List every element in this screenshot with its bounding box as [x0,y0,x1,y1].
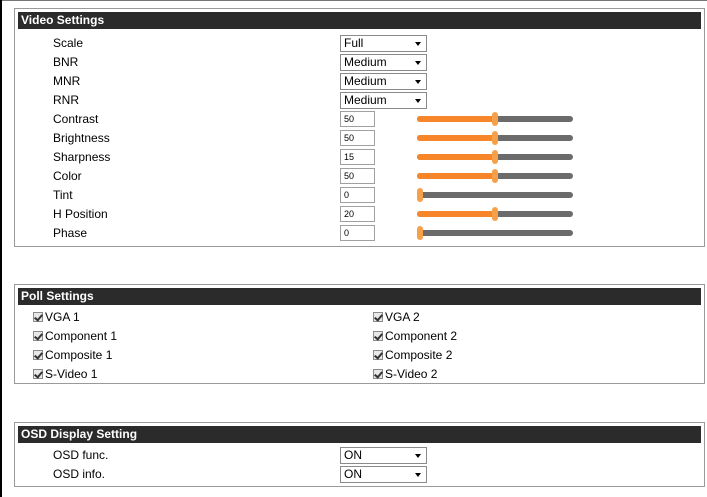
h-position-row [15,205,704,224]
svideo2-checkbox[interactable] [373,369,383,379]
phase-row [15,224,704,243]
component2-label: Component 2 [385,329,458,343]
rnr-select-value: Medium [344,93,387,107]
osd-settings-panel [14,422,705,487]
sharpness-slider-fill [417,154,495,160]
osd-func-select-value: ON [344,448,362,462]
vga1-checkbox[interactable] [33,312,43,322]
brightness-label: Brightness [53,131,110,145]
color-slider-handle[interactable] [492,169,498,183]
chevron-down-icon [415,454,421,458]
contrast-label: Contrast [53,112,99,126]
poll-row [15,347,704,366]
mnr-select[interactable] [340,73,427,90]
bnr-select[interactable] [340,54,427,71]
phase-slider-handle[interactable] [417,226,423,240]
sharpness-slider[interactable] [417,154,573,160]
mnr-row [15,72,704,91]
brightness-slider-fill [417,135,495,141]
rnr-row [15,91,704,110]
chevron-down-icon [415,42,421,46]
osd-settings-header: OSD Display Setting [18,426,701,443]
chevron-down-icon [415,99,421,103]
vga2-label: VGA 2 [385,310,420,324]
brightness-slider-handle[interactable] [492,131,498,145]
phase-input[interactable]: 0 [340,225,375,241]
color-slider[interactable] [417,173,573,179]
osd-info-select-value: ON [344,467,362,481]
svideo1-label: S-Video 1 [45,367,98,381]
svideo2-label: S-Video 2 [385,367,438,381]
component2-checkbox[interactable] [373,331,383,341]
brightness-row [15,129,704,148]
sharpness-row [15,148,704,167]
video-settings-panel [14,8,705,247]
phase-label: Phase [53,226,88,240]
sharpness-slider-handle[interactable] [492,150,498,164]
osd-func-row [15,446,704,465]
color-slider-fill [417,173,495,179]
svideo1-checkbox[interactable] [33,369,43,379]
poll-settings-panel [14,284,705,384]
video-settings-header: Video Settings [18,12,701,29]
tint-slider[interactable] [417,192,573,198]
bnr-select-value: Medium [344,55,387,69]
vga1-label: VGA 1 [45,310,80,324]
chevron-down-icon [415,80,421,84]
poll-row [15,309,704,328]
contrast-row [15,110,704,129]
bnr-label: BNR [53,55,79,69]
composite2-label: Composite 2 [385,348,453,362]
scale-select-value: Full [344,36,364,50]
rnr-label: RNR [53,93,79,107]
window-left-border [0,0,2,497]
h-position-slider[interactable] [417,211,573,217]
mnr-label: MNR [53,74,81,88]
poll-row [15,366,704,385]
osd-func-label: OSD func. [53,448,109,462]
tint-label: Tint [53,188,73,202]
poll-row [15,328,704,347]
scale-row [15,34,704,53]
contrast-input[interactable]: 50 [340,111,375,127]
mnr-select-value: Medium [344,74,387,88]
h-position-slider-fill [417,211,495,217]
contrast-slider-handle[interactable] [492,112,498,126]
brightness-input[interactable]: 50 [340,130,375,146]
composite1-checkbox[interactable] [33,350,43,360]
phase-slider[interactable] [417,230,573,236]
bnr-row [15,53,704,72]
chevron-down-icon [415,473,421,477]
scale-select[interactable] [340,35,427,52]
sharpness-input[interactable]: 15 [340,149,375,165]
contrast-slider-fill [417,116,495,122]
window-top-border [0,0,707,1]
osd-func-select[interactable] [340,447,427,464]
composite1-label: Composite 1 [45,348,113,362]
color-row [15,167,704,186]
h-position-input[interactable]: 20 [340,206,375,222]
tint-input[interactable]: 0 [340,187,375,203]
tint-slider-handle[interactable] [417,188,423,202]
chevron-down-icon [415,61,421,65]
h-position-label: H Position [53,207,108,221]
color-input[interactable]: 50 [340,168,375,184]
osd-info-label: OSD info. [53,467,106,481]
color-label: Color [53,169,82,183]
brightness-slider[interactable] [417,135,573,141]
component1-label: Component 1 [45,329,118,343]
osd-info-row [15,465,704,484]
composite2-checkbox[interactable] [373,350,383,360]
h-position-slider-handle[interactable] [492,207,498,221]
component1-checkbox[interactable] [33,331,43,341]
osd-info-select[interactable] [340,466,427,483]
poll-settings-header: Poll Settings [18,288,701,305]
vga2-checkbox[interactable] [373,312,383,322]
contrast-slider[interactable] [417,116,573,122]
sharpness-label: Sharpness [53,150,111,164]
rnr-select[interactable] [340,92,427,109]
scale-label: Scale [53,36,84,50]
tint-row [15,186,704,205]
